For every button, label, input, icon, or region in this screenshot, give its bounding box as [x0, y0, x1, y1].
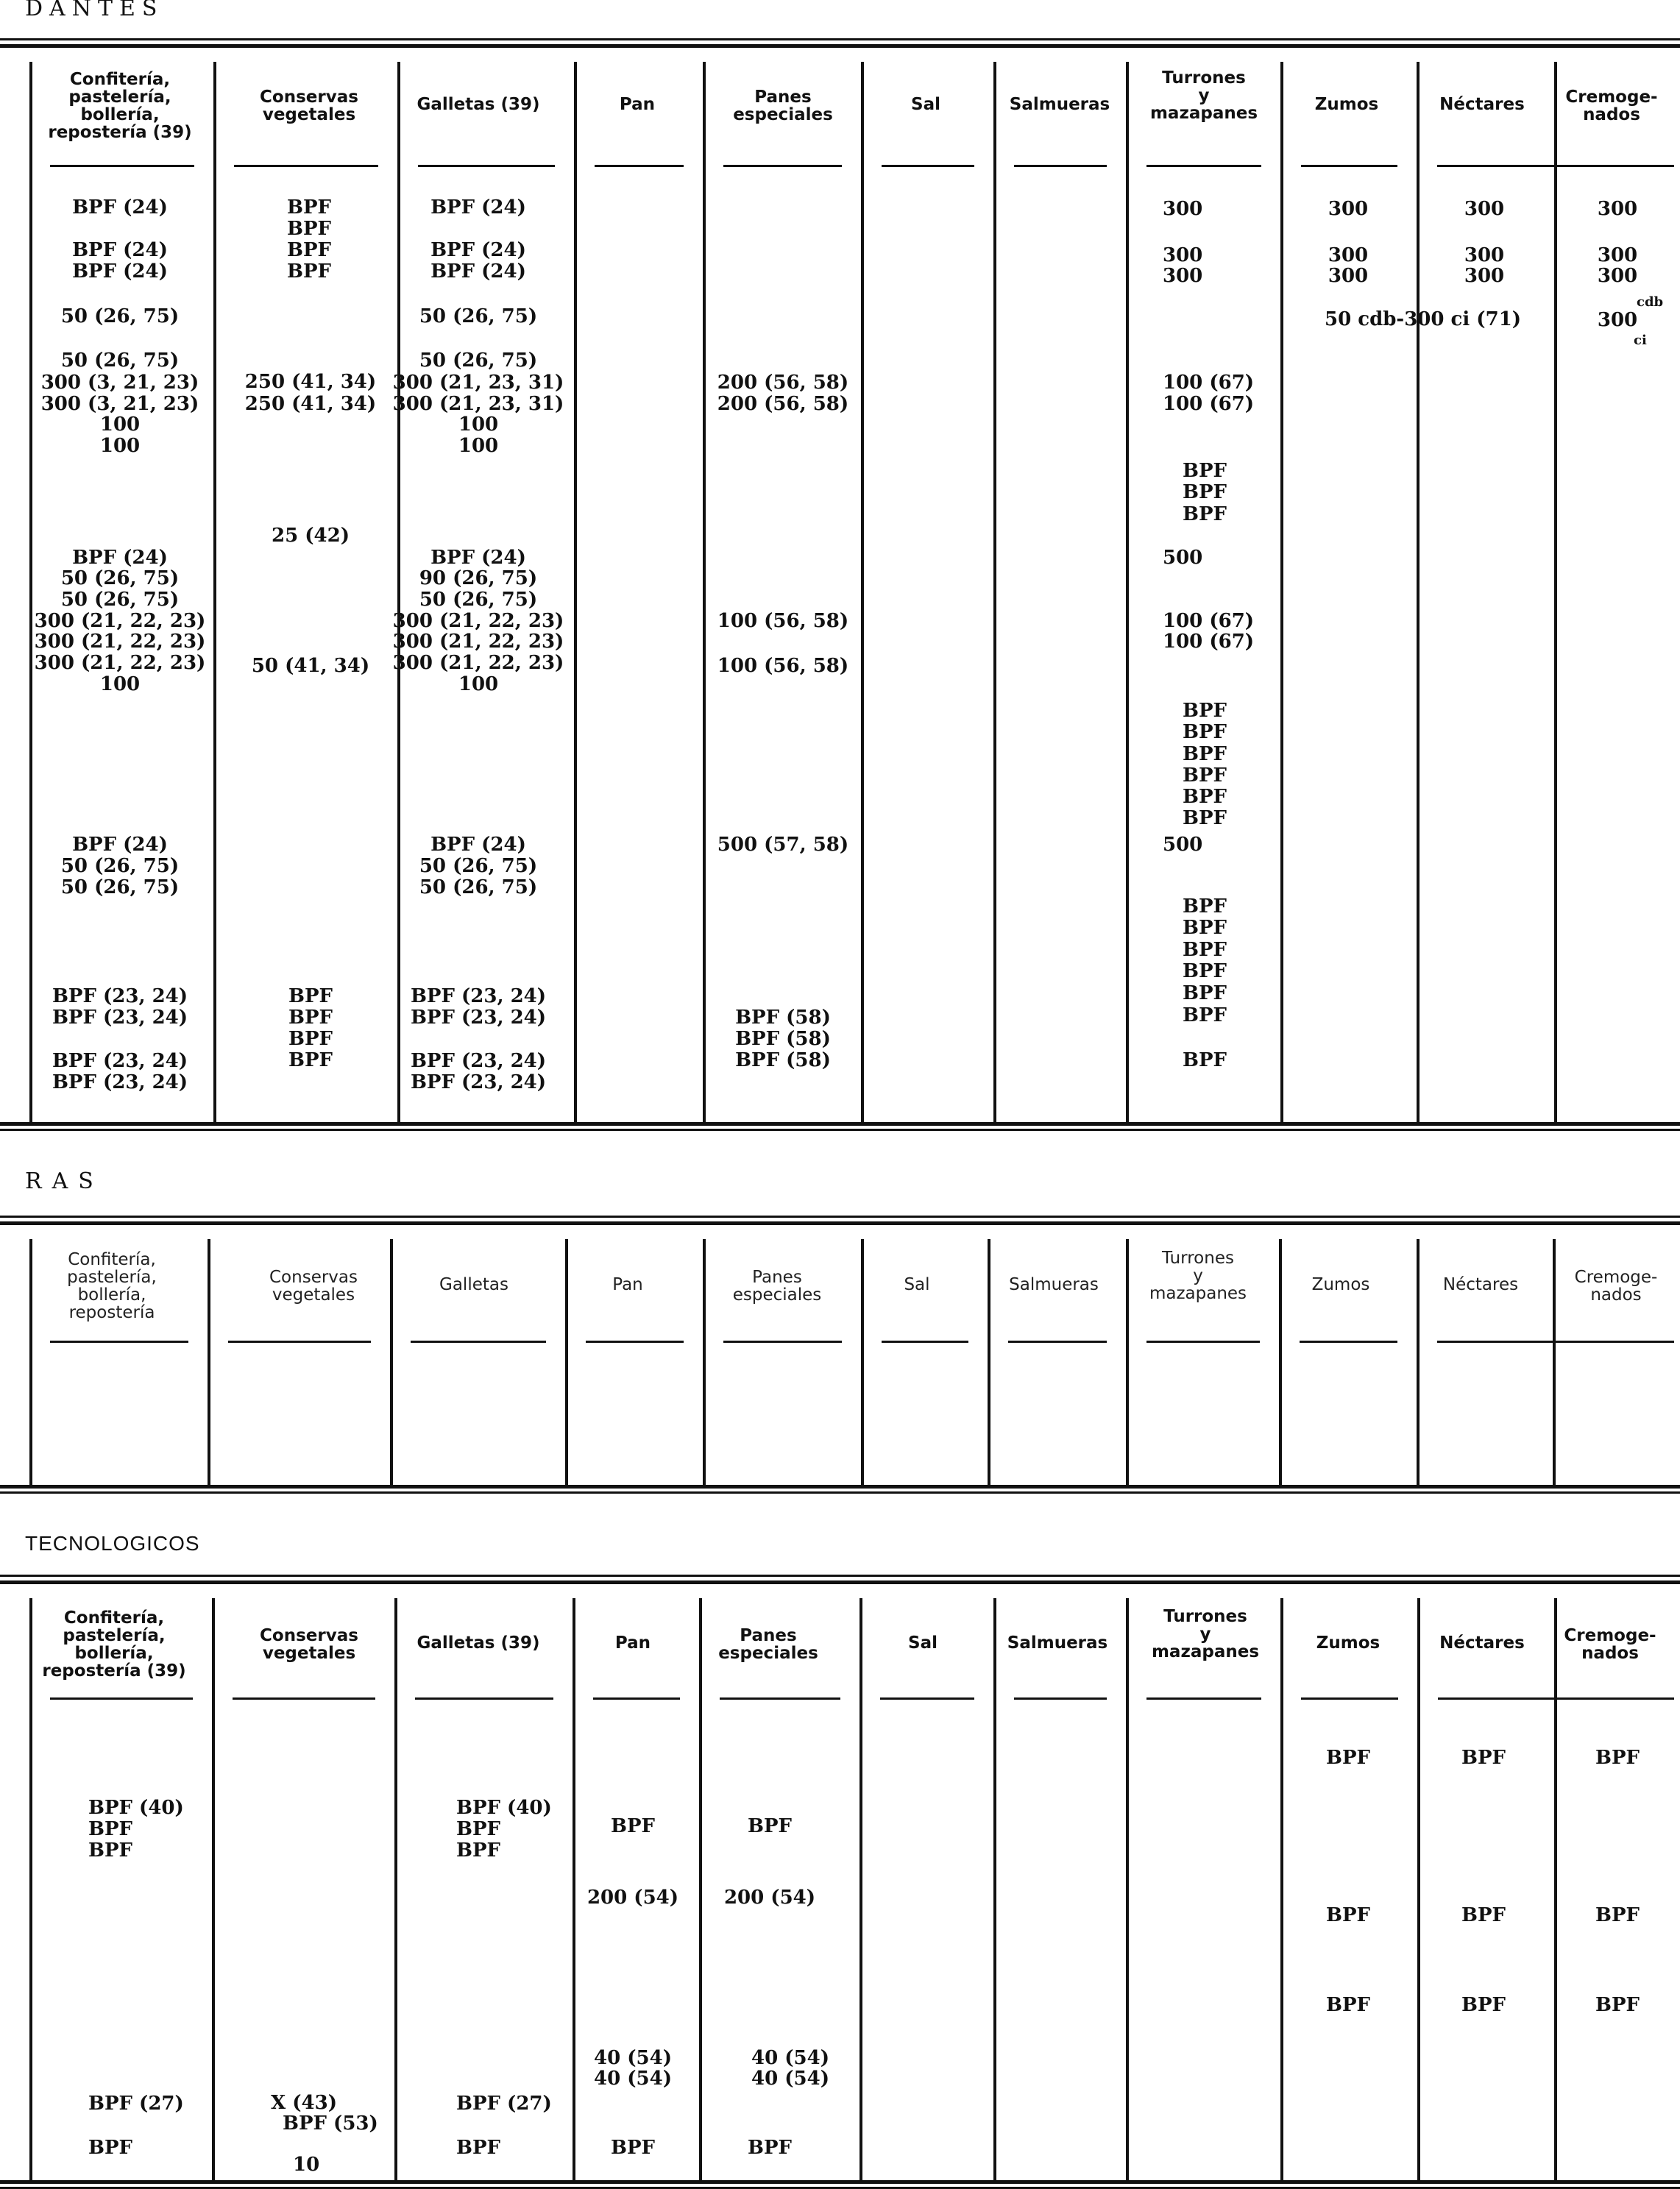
table-cell: 100 [458, 435, 499, 457]
header-underline [1008, 1341, 1107, 1343]
column-header: Conservas vegetales [269, 1268, 358, 1305]
table-cell: BPF [287, 239, 331, 261]
header-underline [882, 1341, 968, 1343]
table-cell: BPF (24) [430, 196, 526, 219]
table-cell: 300 [1464, 265, 1505, 287]
table-cell: 300 (21, 22, 23) [34, 610, 206, 632]
column-rule [397, 62, 400, 1122]
table-cell: BPF (24) [430, 239, 526, 261]
table-cell: 100 (56, 58) [717, 610, 849, 632]
table-cell: BPF (27) [456, 2093, 552, 2115]
column-rule [394, 1598, 397, 2180]
header-underline [411, 1341, 546, 1343]
table-cell: BPF [1183, 807, 1227, 829]
table-cell: BPF [88, 2137, 132, 2159]
header-underline [415, 1697, 553, 1700]
column-rule [861, 62, 864, 1122]
column-header: Cremoge- nados [1565, 88, 1658, 124]
table-cell: BPF [1183, 481, 1227, 503]
table-cell: BPF [1183, 917, 1227, 939]
column-header: Galletas (39) [417, 1633, 540, 1653]
table-cell: BPF [1326, 1994, 1370, 2016]
table-cell: 300 (3, 21, 23) [40, 393, 199, 415]
table-cell: 40 (54) [751, 2068, 830, 2090]
table-cell: BPF (23, 24) [410, 1050, 547, 1072]
header-underline [50, 165, 194, 167]
table-cell: BPF (27) [88, 2093, 184, 2115]
column-header: Panes especiales [733, 88, 833, 124]
column-rule [1126, 1598, 1129, 2180]
header-underline [1301, 1697, 1398, 1700]
table-cell: BPF [1461, 1904, 1506, 1926]
column-header: Salmueras [1009, 95, 1110, 114]
header-underline [1146, 165, 1261, 167]
table-cell: BPF [288, 1049, 333, 1071]
table-cell: 300 (21, 22, 23) [392, 631, 564, 653]
table-rule [0, 44, 1680, 48]
column-header: Néctares [1442, 1275, 1519, 1294]
column-header: Pan [612, 1275, 643, 1294]
table-cell: BPF [1461, 1994, 1506, 2016]
column-rule [699, 1598, 702, 2180]
table-cell: 40 (54) [751, 2047, 830, 2069]
column-header: Sal [904, 1275, 930, 1294]
table-rule [0, 2180, 1680, 2184]
table-cell: BPF (53) [283, 2112, 378, 2135]
column-header: Sal [908, 1633, 938, 1653]
column-header: Salmueras [1009, 1275, 1099, 1294]
table-cell: 300 [1163, 244, 1203, 266]
table-rule [0, 1216, 1680, 1218]
column-rule [1417, 62, 1420, 1122]
table-cell: BPF [1183, 503, 1227, 525]
table-rule [0, 1122, 1680, 1126]
table-cell: BPF (24) [72, 547, 168, 569]
table-cell: BPF [1595, 1904, 1640, 1926]
column-header: Pan [619, 95, 656, 114]
table-cell: BPF [456, 1818, 500, 1840]
table-rule [0, 38, 1680, 40]
table-cell: BPF [456, 2137, 500, 2159]
column-rule [212, 1598, 215, 2180]
header-underline [1014, 165, 1107, 167]
table-cell: BPF [1183, 1049, 1227, 1071]
header-underline [233, 1697, 375, 1700]
table-cell: BPF [1183, 743, 1227, 765]
table-cell: 100 (56, 58) [717, 655, 849, 677]
table-cell: 100 [458, 673, 499, 695]
table-cell: 50 (26, 75) [419, 855, 538, 877]
table-cell: BPF (24) [72, 260, 168, 283]
section-title: DANTES [25, 0, 164, 21]
table-cell: 50 (26, 75) [60, 855, 180, 877]
header-underline [1014, 1697, 1107, 1700]
table-cell: BPF [1183, 895, 1227, 918]
column-rule [208, 1239, 210, 1485]
table-cell: BPF [1183, 939, 1227, 961]
table-cell: BPF [88, 1839, 132, 1862]
header-underline [593, 1697, 680, 1700]
table-cell: 40 (54) [593, 2047, 673, 2069]
table-cell: 100 [99, 673, 141, 695]
table-cell: 25 (42) [271, 525, 350, 547]
header-underline [595, 165, 684, 167]
table-cell: BPF (24) [72, 239, 168, 261]
column-header: Panes especiales [718, 1626, 818, 1663]
table-cell: 200 (54) [723, 1887, 816, 1909]
table-cell: 300 [1328, 244, 1369, 266]
table-cell: BPF [1183, 460, 1227, 482]
table-cell: 50 (41, 34) [251, 655, 370, 677]
table-cell: 10 [293, 2154, 320, 2176]
column-header: Galletas [439, 1275, 508, 1294]
column-rule [860, 1598, 862, 2180]
header-underline [1146, 1341, 1260, 1343]
header-underline [1146, 1697, 1261, 1700]
column-header: Cremoge- nados [1564, 1626, 1656, 1663]
header-underline [720, 1697, 840, 1700]
table-cell: BPF [1183, 700, 1227, 722]
table-cell: 300 (21, 22, 23) [392, 610, 564, 632]
table-cell: X (43) [271, 2092, 338, 2114]
column-header: Zumos [1314, 95, 1379, 114]
table-cell: 90 (26, 75) [419, 567, 538, 589]
table-rule [0, 1221, 1680, 1225]
section-title: RAS [25, 1168, 104, 1194]
column-header: Cremoge- nados [1574, 1268, 1658, 1305]
table-cell: 300 [1464, 244, 1505, 266]
table-cell: 50 (26, 75) [419, 876, 538, 898]
table-rule [0, 1575, 1680, 1577]
table-cell: BPF [288, 1028, 333, 1050]
table-cell: 200 (56, 58) [717, 372, 849, 394]
table-cell: BPF [88, 1818, 132, 1840]
superscript-label: ci [1634, 333, 1647, 348]
table-cell: BPF (58) [735, 1049, 831, 1071]
table-cell: 50 (26, 75) [60, 305, 180, 327]
column-rule [573, 1598, 575, 2180]
table-cell: BPF (24) [430, 834, 526, 856]
column-header: Sal [911, 95, 940, 114]
column-rule [1417, 1598, 1420, 2180]
header-underline [882, 165, 974, 167]
table-cell: BPF [288, 985, 333, 1007]
column-header: Conservas vegetales [260, 1626, 358, 1663]
table-cell: BPF [1183, 786, 1227, 808]
table-cell: BPF [287, 218, 331, 240]
column-rule [993, 62, 996, 1122]
column-rule [29, 1598, 32, 2180]
table-cell: 300 [1328, 265, 1369, 287]
header-underline [880, 1697, 974, 1700]
column-header: Confitería, pastelería, bollería, repostería (39) [48, 70, 192, 142]
table-cell: 50 (26, 75) [60, 589, 180, 611]
column-rule [1554, 1598, 1557, 2180]
table-cell: 300 [1597, 244, 1638, 266]
table-cell: 300 (21, 23, 31) [392, 393, 564, 415]
column-header: Panes especiales [732, 1268, 822, 1305]
header-underline [234, 165, 378, 167]
table-cell: 50 cdb-300 ci (71) [1325, 308, 1522, 330]
column-rule [993, 1598, 996, 2180]
header-underline [228, 1341, 371, 1343]
table-cell: BPF [1595, 1747, 1640, 1769]
table-cell: 200 (56, 58) [717, 393, 849, 415]
column-rule [1126, 62, 1129, 1122]
table-cell: BPF [288, 1007, 333, 1029]
table-cell: 100 [99, 414, 141, 436]
column-rule [1280, 1598, 1283, 2180]
column-header: Néctares [1439, 1633, 1525, 1653]
table-cell: 500 (57, 58) [717, 834, 849, 856]
table-cell: BPF (58) [735, 1007, 831, 1029]
column-header: Zumos [1316, 1633, 1380, 1653]
table-rule [0, 1491, 1680, 1494]
table-cell: 50 (26, 75) [60, 567, 180, 589]
column-rule [1280, 62, 1283, 1122]
table-cell: 50 (26, 75) [419, 589, 538, 611]
table-rule [0, 1129, 1680, 1131]
header-underline [586, 1341, 684, 1343]
table-cell: BPF [611, 2137, 655, 2159]
column-header: Néctares [1439, 95, 1525, 114]
table-cell: 50 (26, 75) [60, 876, 180, 898]
table-cell: BPF (23, 24) [410, 1007, 547, 1029]
header-underline [723, 165, 842, 167]
table-cell: 300 [1328, 198, 1369, 220]
table-cell: BPF [1183, 721, 1227, 743]
table-cell: BPF (23, 24) [52, 985, 188, 1007]
table-cell: 40 (54) [593, 2068, 673, 2090]
column-header: Conservas vegetales [260, 88, 358, 124]
table-cell: 300 (21, 22, 23) [392, 652, 564, 674]
header-underline [418, 165, 555, 167]
table-cell: 250 (41, 34) [244, 393, 377, 415]
table-cell: BPF [748, 2137, 792, 2159]
table-cell: BPF (24) [72, 834, 168, 856]
table-cell: BPF [1183, 1004, 1227, 1026]
table-cell: BPF (24) [72, 196, 168, 219]
superscript-label: cdb [1637, 294, 1664, 310]
table-cell: BPF [1326, 1747, 1370, 1769]
table-cell: BPF [1326, 1904, 1370, 1926]
column-header: Confitería, pastelería, bollería, repostería (39) [42, 1608, 186, 1681]
table-cell: 250 (41, 34) [244, 371, 377, 393]
table-cell: 300 [1597, 198, 1638, 220]
column-header: Turrones y mazapanes [1149, 68, 1258, 123]
table-cell: 300 [1163, 265, 1203, 287]
column-header: Zumos [1311, 1275, 1370, 1294]
table-cell: BPF (23, 24) [52, 1071, 188, 1093]
header-underline [1301, 165, 1397, 167]
column-header: Turrones y mazapanes [1149, 1249, 1247, 1303]
table-cell: 300 (21, 22, 23) [34, 631, 206, 653]
header-underline [50, 1341, 188, 1343]
table-cell: BPF [1183, 960, 1227, 982]
table-cell: BPF [1183, 764, 1227, 787]
table-cell: 300 [1597, 265, 1638, 287]
table-cell: BPF (40) [456, 1797, 552, 1819]
table-cell: BPF [1461, 1747, 1506, 1769]
table-cell: 200 (54) [586, 1887, 679, 1909]
header-underline [50, 1697, 193, 1700]
section-title: TECNOLOGICOS [25, 1532, 200, 1555]
table-cell: BPF [287, 196, 331, 219]
table-cell: 100 [99, 435, 141, 457]
table-cell: 50 (26, 75) [60, 350, 180, 372]
table-cell: BPF (24) [430, 260, 526, 283]
table-cell: BPF (23, 24) [52, 1050, 188, 1072]
table-cell: BPF (23, 24) [410, 1071, 547, 1093]
table-cell: 300 [1464, 198, 1505, 220]
header-underline [1438, 1697, 1674, 1700]
table-cell: 500 [1163, 834, 1203, 856]
column-header: Confitería, pastelería, bollería, repostería [67, 1250, 157, 1322]
column-header: Galletas (39) [417, 95, 540, 114]
column-rule [1554, 62, 1557, 1122]
table-cell: 300 [1597, 309, 1638, 331]
header-underline [1437, 1341, 1674, 1343]
table-cell: 100 (67) [1163, 610, 1255, 632]
table-cell: BPF (58) [735, 1028, 831, 1050]
column-header: Salmueras [1007, 1633, 1108, 1653]
table-rule [0, 1485, 1680, 1489]
column-header: Pan [614, 1633, 651, 1653]
table-cell: 100 [458, 414, 499, 436]
column-rule [703, 62, 706, 1122]
table-cell: 300 (3, 21, 23) [40, 372, 199, 394]
table-cell: BPF (23, 24) [52, 1007, 188, 1029]
table-cell: 50 (26, 75) [419, 350, 538, 372]
table-cell: BPF [1595, 1994, 1640, 2016]
table-cell: 100 (67) [1163, 631, 1255, 653]
header-underline [723, 1341, 842, 1343]
table-cell: 300 (21, 22, 23) [34, 652, 206, 674]
table-cell: BPF (24) [430, 547, 526, 569]
table-cell: 300 (21, 23, 31) [392, 372, 564, 394]
table-rule [0, 1580, 1680, 1584]
table-cell: BPF [1183, 982, 1227, 1004]
table-cell: 100 (67) [1163, 372, 1255, 394]
column-rule [213, 62, 216, 1122]
table-cell: BPF [456, 1839, 500, 1862]
column-header: Turrones y mazapanes [1151, 1607, 1260, 1661]
table-cell: BPF [748, 1815, 792, 1837]
table-cell: 500 [1163, 547, 1203, 569]
table-cell: BPF (40) [88, 1797, 184, 1819]
column-rule [574, 62, 577, 1122]
column-rule [29, 62, 32, 1122]
header-underline [1437, 165, 1674, 167]
table-cell: BPF [611, 1815, 655, 1837]
table-cell: 100 (67) [1163, 393, 1255, 415]
table-cell: BPF [287, 260, 331, 283]
header-underline [1300, 1341, 1397, 1343]
table-cell: 300 [1163, 198, 1203, 220]
table-cell: BPF (23, 24) [410, 985, 547, 1007]
table-cell: 50 (26, 75) [419, 305, 538, 327]
